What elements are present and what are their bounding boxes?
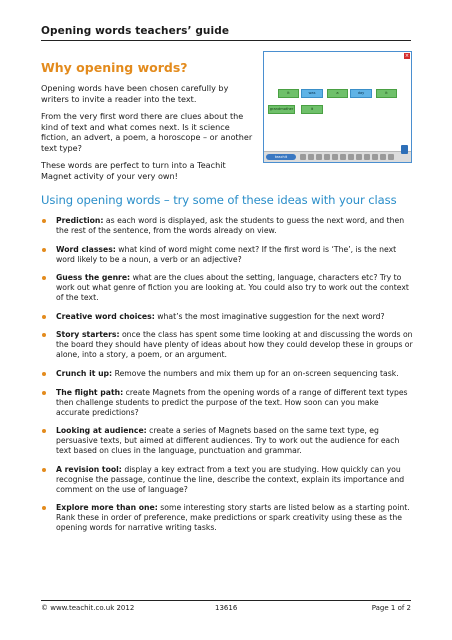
toolbar-icon bbox=[316, 154, 322, 160]
bullet-icon bbox=[42, 333, 46, 337]
list-item bbox=[41, 216, 413, 236]
magnet-activity-screenshot bbox=[263, 51, 412, 163]
toolbar-icon bbox=[364, 154, 370, 160]
list-item bbox=[41, 312, 413, 322]
bullet-icon bbox=[42, 276, 46, 280]
idea-lead: Explore more than one: bbox=[56, 503, 158, 513]
idea-text: what are the clues about the setting, language, characters etc? Try to work out what genre of fiction you are looking at. You could also try to work out the context of the text. bbox=[56, 273, 409, 303]
idea-text: create a series of Magnets based on the same text type, eg persuasive texts, but aimed at different audiences. Try to work out the audience for each text based on clues in the language, punctuation and grammar. bbox=[56, 426, 400, 456]
word-tile: day bbox=[350, 89, 372, 98]
idea-text: some interesting story starts are listed below as a starting point. Rank these in order of preference, make predictions or spark creativity using these as the opening words for narrative writing tasks. bbox=[56, 503, 410, 533]
magnet-toolbar bbox=[264, 151, 411, 162]
idea-lead: Creative word choices: bbox=[56, 311, 155, 321]
ideas-list bbox=[41, 216, 413, 542]
toolbar-icon bbox=[372, 154, 378, 160]
toolbar-icon bbox=[300, 154, 306, 160]
toolbar-icon bbox=[356, 154, 362, 160]
idea-lead: Guess the genre: bbox=[56, 273, 131, 283]
bullet-icon bbox=[42, 468, 46, 472]
word-tile: a bbox=[327, 89, 348, 98]
intro-text bbox=[41, 83, 256, 188]
bullet-icon bbox=[42, 506, 46, 510]
idea-lead: A revision tool: bbox=[56, 464, 122, 474]
list-item bbox=[41, 273, 413, 303]
word-tile: it bbox=[278, 89, 299, 98]
idea-text: what kind of word might come next? If the first word is ‘The’, is the next word likely to be a noun, a verb or an adjective? bbox=[56, 244, 397, 264]
idea-lead: The flight path: bbox=[56, 387, 124, 397]
bullet-icon bbox=[42, 372, 46, 376]
bin-icon bbox=[401, 145, 408, 154]
ideas-heading: Using opening words – try some of these ideas with your class bbox=[41, 193, 397, 207]
idea-text: what’s the most imaginative suggestion for the next word? bbox=[154, 311, 385, 321]
word-tile: it bbox=[376, 89, 397, 98]
footer-resource-id: 13616 bbox=[215, 604, 238, 612]
footer-divider bbox=[41, 600, 411, 601]
list-item bbox=[41, 426, 413, 456]
word-tile: it bbox=[301, 105, 323, 114]
idea-lead: Prediction: bbox=[56, 216, 104, 225]
idea-text: as each word is displayed, ask the students to guess the next word, and then the rest of the sentence, from the words already on view. bbox=[56, 216, 405, 235]
footer-copyright: © www.teachit.co.uk 2012 bbox=[41, 604, 135, 612]
idea-lead: Crunch it up: bbox=[56, 368, 113, 378]
intro-paragraph: From the very first word there are clues about the kind of text and what comes next. Is it science fiction, an advert, a poem, a horoscope – or another text type? bbox=[41, 111, 253, 153]
idea-text: display a key extract from a text you are studying. How quickly can you recognise the passage, continue the line, describe the context, explain its importance and comment on the use of language? bbox=[56, 464, 405, 494]
idea-lead: Word classes: bbox=[56, 244, 116, 254]
idea-text: Remove the numbers and mix them up for an on-screen sequencing task. bbox=[112, 368, 399, 378]
close-icon: × bbox=[404, 53, 410, 59]
list-item bbox=[41, 465, 413, 495]
intro-heading: Why opening words? bbox=[41, 60, 188, 75]
toolbar-icon bbox=[380, 154, 386, 160]
document-title: Opening words teachers’ guide bbox=[41, 25, 230, 37]
bullet-icon bbox=[42, 315, 46, 319]
footer-page-number: Page 1 of 2 bbox=[371, 604, 411, 612]
bullet-icon bbox=[42, 429, 46, 433]
bullet-icon bbox=[42, 248, 46, 252]
toolbar-icon bbox=[308, 154, 314, 160]
list-item bbox=[41, 330, 413, 360]
bullet-icon bbox=[42, 391, 46, 395]
toolbar-icon bbox=[388, 154, 394, 160]
toolbar-icon bbox=[332, 154, 338, 160]
list-item bbox=[41, 388, 413, 418]
list-item bbox=[41, 369, 413, 379]
bullet-icon bbox=[42, 219, 46, 223]
word-tile: was bbox=[301, 89, 323, 98]
idea-lead: Story starters: bbox=[56, 330, 120, 340]
idea-text: create Magnets from the opening words of a range of different text types then challenge students to predict the purpose of the text. How soon can you make accurate predictions? bbox=[56, 387, 408, 417]
list-item bbox=[41, 245, 413, 265]
word-tile: grandmother bbox=[268, 105, 295, 114]
intro-paragraph: Opening words have been chosen carefully by writers to invite a reader into the text. bbox=[41, 83, 229, 104]
header-divider bbox=[41, 40, 411, 41]
idea-lead: Looking at audience: bbox=[56, 426, 147, 436]
list-item bbox=[41, 503, 413, 533]
idea-text: once the class has spent some time looking at and discussing the words on the board they should have plenty of ideas about how they could develop these in groups or alone, into a story, a poem, or an argument. bbox=[56, 330, 413, 360]
toolbar-icon bbox=[324, 154, 330, 160]
teachit-logo: teachit bbox=[266, 154, 296, 160]
toolbar-icon bbox=[340, 154, 346, 160]
toolbar-icon bbox=[348, 154, 354, 160]
intro-paragraph: These words are perfect to turn into a Teachit Magnet activity of your very own! bbox=[41, 160, 226, 181]
